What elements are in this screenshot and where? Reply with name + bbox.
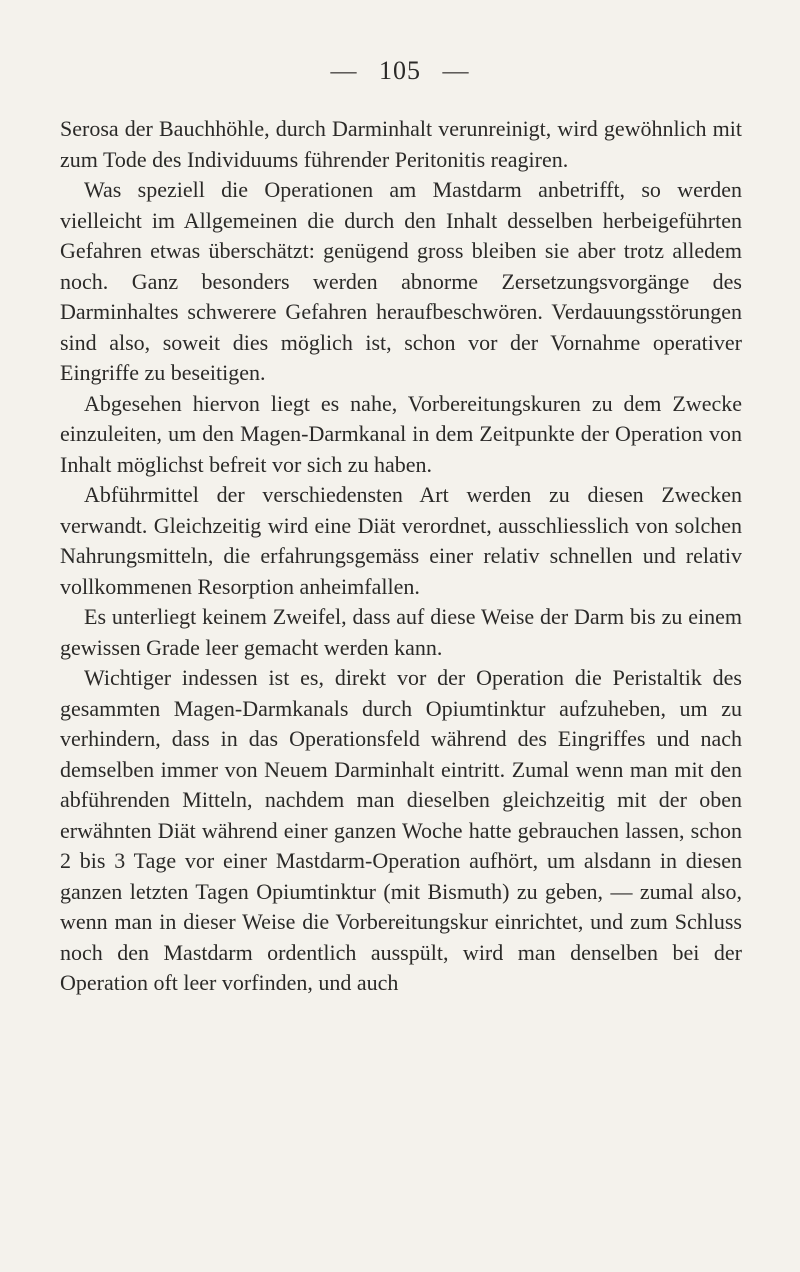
paragraph: Was speziell die Operationen am Mastdarm anbetrifft, so werden vielleicht im Allgemeinen die durch den Inhalt desselben herbeigeführten Gefahren etwas überschätzt: genügend gross bleiben sie aber trotz alledem noch. Ganz besonders werden abnorme Zersetzungsvorgänge des Darminhaltes schwerere Gefahren heraufbeschwören. Verdauungsstörungen sind also, soweit dies möglich ist, schon vor der Vornahme operativer Eingriffe zu beseitigen. [60,177,742,385]
paragraph: Wichtiger indessen ist es, direkt vor der Operation die Peristaltik des gesammten Magen-Darmkanals durch Opiumtinktur aufzuheben, um zu verhindern, dass in das Operationsfeld während des Eingriffes und nach demselben immer von Neuem Darminhalt eintritt. Zumal wenn man mit den abführenden Mitteln, nachdem man dieselben gleichzeitig mit der oben erwähnten Diät während einer ganzen Woche hatte gebrauchen lassen, schon 2 bis 3 Tage vor einer Mastdarm-Operation aufhört, um alsdann in diesen ganzen letzten Tagen Opiumtinktur (mit Bismuth) zu geben, — zumal also, wenn man in dieser Weise die Vorbereitungskur einrichtet, und zum Schluss noch den Mastdarm ordentlich ausspült, wird man denselben bei der Operation oft leer vorfinden, und auch [60,665,742,995]
paragraph: Serosa der Bauchhöhle, durch Darminhalt verunreinigt, wird gewöhnlich mit zum Tode des Individuums führender Peritonitis reagiren. [60,116,742,172]
paragraph: Abgesehen hiervon liegt es nahe, Vorbereitungskuren zu dem Zwecke einzuleiten, um den Magen-Darmkanal in dem Zeitpunkte der Operation von Inhalt möglichst befreit vor sich zu haben. [60,390,742,477]
dash-left: — [330,56,358,85]
page-number: 105 [379,56,421,85]
body-text [60,114,742,999]
dash-right: — [442,56,470,85]
page-number-header [0,58,800,84]
paragraph: Es unterliegt keinem Zweifel, dass auf diese Weise der Darm bis zu einem gewissen Grade leer gemacht werden kann. [60,604,742,660]
paragraph: Abführmittel der verschiedensten Art werden zu diesen Zwecken verwandt. Gleichzeitig wird eine Diät verordnet, ausschliesslich von solchen Nahrungsmitteln, die erfahrungsgemäss einer relativ schnellen und relativ vollkommenen Resorption anheimfallen. [60,482,742,599]
